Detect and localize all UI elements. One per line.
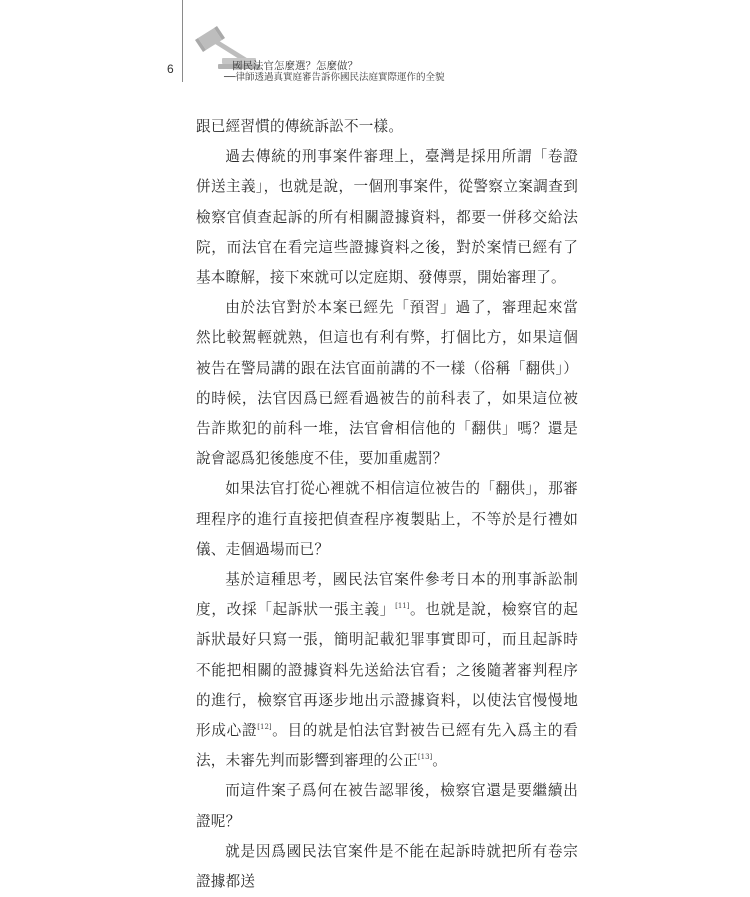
running-header-title: 國民法官怎麼選？怎麼做？ [232,60,358,72]
paragraph-4: 如果法官打從心裡就不相信這位被告的「翻供」，那審理程序的進行直接把偵查程序複製貼上，不等於是行禮如儀、走個過場而已？ [196,480,578,558]
body-text [196,112,578,897]
paragraph-5-part-4: 。 [432,752,448,770]
footnote-ref-12: [12] [257,723,272,732]
paragraph-6: 而這件案子爲何在被告認罪後，檢察官還是要繼續出證呢？ [196,782,578,830]
paragraph-2: 過去傳統的刑事案件審理上，臺灣是採用所謂「卷證併送主義」，也就是說，一個刑事案件，從警察立案調查到檢察官偵查起訴的所有相關證據資料，都要一併移交給法院，而法官在看完這些證據資料之後，對於案情已經有了基本瞭解，接下來就可以定庭期、發傳票，開始審理了。 [196,148,578,287]
paragraph-5-part-1: 基於這種思考，國民法官案件參考日本的刑事訴訟制度，改採「起訴狀一張主義」 [196,571,578,619]
paragraph-5 [196,565,578,776]
paragraph-5-part-2: 。也就是說，檢察官的起訴狀最好只寫一張，簡明記載犯罪事實即可，而且起訴時不能把相關的證據資料先送給法官看；之後隨著審判程序的進行，檢察官再逐步地出示證據資料，以使法官慢慢地形成心證 [196,601,578,740]
page-number: 6 [167,62,174,76]
paragraph-5-part-3: 。目的就是怕法官對被告已經有先入爲主的看法，未審先判而影響到審理的公正 [196,722,578,770]
paragraph-7: 就是因爲國民法官案件是不能在起訴時就把所有卷宗證據都送 [196,842,578,891]
paragraph-1: 跟已經習慣的傳統訴訟不一樣。 [196,118,404,135]
header-vertical-rule [182,0,183,82]
footnote-ref-13: [13] [417,753,433,762]
paragraph-3: 由於法官對於本案已經先「預習」過了，審理起來當然比較駕輕就熟，但這也有利有弊，打個比方，如果這個被告在警局講的跟在法官面前講的不一樣（俗稱「翻供」）的時候，法官因爲已經看過被告的前科表了，如果這位被告詐欺犯的前科一堆，法官會相信他的「翻供」嗎？還是說會認爲犯後態度不佳，要加重處罰？ [196,299,578,468]
running-header-subtitle: ──律師透過真實庭審告訴你國民法庭實際運作的全貌 [224,72,445,83]
running-header [224,60,444,84]
footnote-ref-11: [11] [395,602,410,611]
